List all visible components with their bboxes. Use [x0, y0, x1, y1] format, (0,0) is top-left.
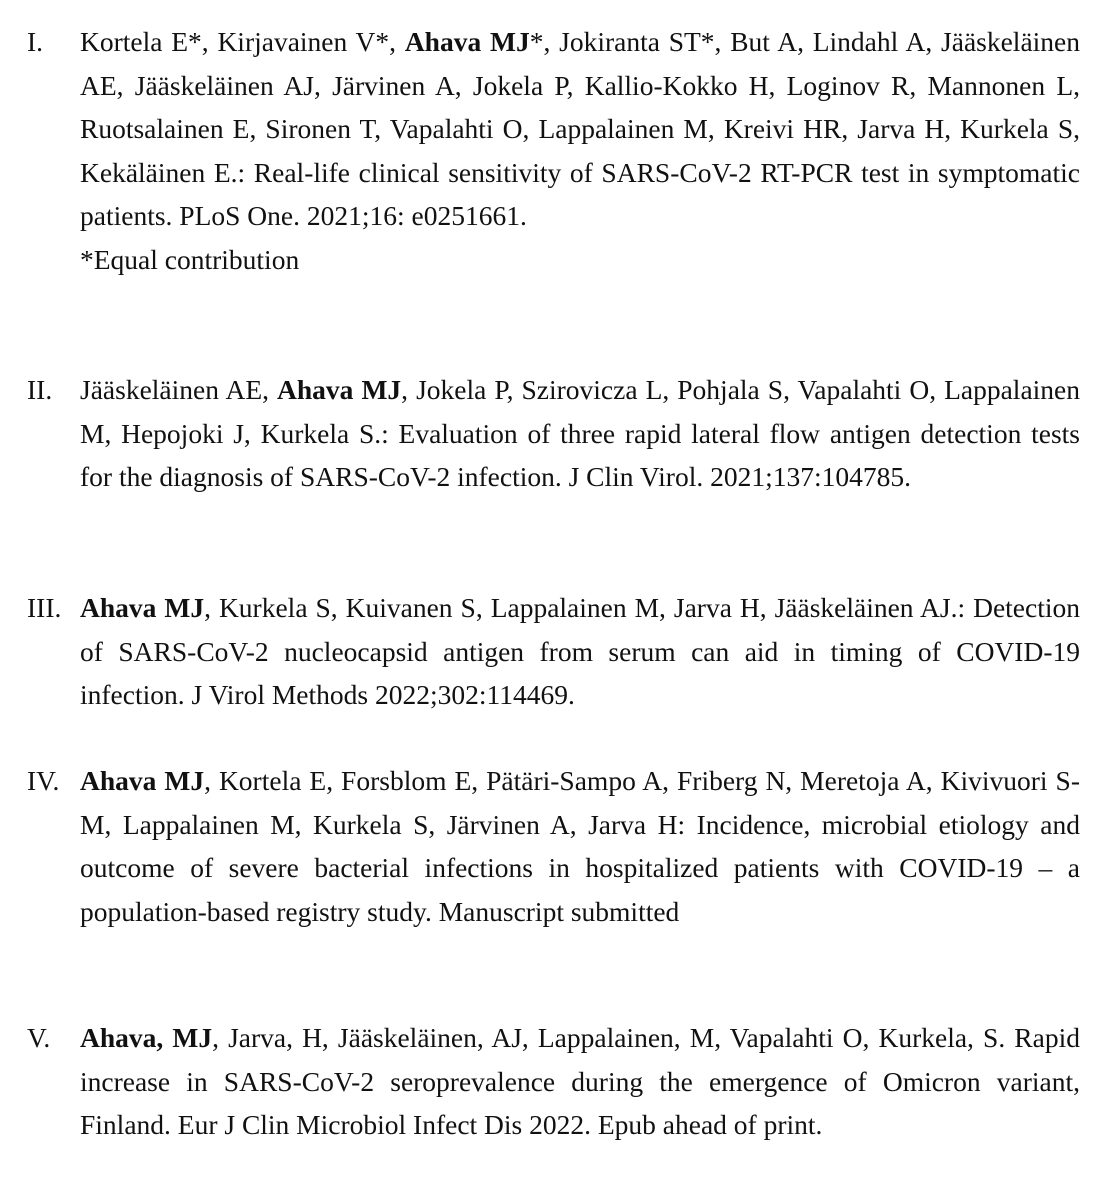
- citation-authors-before: Kortela E*, Kirjavainen V*,: [80, 26, 405, 57]
- publication-numeral: V.: [27, 1022, 51, 1053]
- publication-numeral: II.: [27, 374, 53, 405]
- citation-text: , Jarva, H, Jääskeläinen, AJ, Lappalainen, M, Vapalahti O, Kurkela, S. Rapid increase in SARS-CoV-2 seroprevalence during the emergence of Omicron variant, Finland. Eur J Clin Microbiol Infect Dis 2022. Epub ahead of print.: [80, 1022, 1080, 1140]
- publication-citation: [80, 586, 1080, 717]
- highlighted-author: Ahava MJ: [277, 374, 402, 405]
- publication-numeral: IV.: [27, 765, 60, 796]
- citation-text: , Jokela P, Szirovicza L, Pohjala S, Vapalahti O, Lappalainen M, Hepojoki J, Kurkela S.: Evaluation of three rapid lateral flow antigen detection tests for the diagnosis of SARS-CoV-2 infection. J Clin Virol. 2021;137:104785.: [80, 374, 1080, 492]
- publication-citation: [80, 759, 1080, 933]
- publication-citation: [80, 368, 1080, 499]
- highlighted-author: Ahava, MJ: [80, 1022, 213, 1053]
- citation-text: , Kurkela S, Kuivanen S, Lappalainen M, Jarva H, Jääskeläinen AJ.: Detection of SARS-CoV-2 nucleocapsid antigen from serum can aid in timing of COVID-19 infection. J Virol Methods 2022;302:114469.: [80, 592, 1080, 710]
- citation-text: *, Jokiranta ST*, But A, Lindahl A, Jääskeläinen AE, Jääskeläinen AJ, Järvinen A, Jokela P, Kallio-Kokko H, Loginov R, Mannonen L, Ruotsalainen E, Sironen T, Vapalahti O, Lappalainen M, Kreivi HR, Jarva H, Kurkela S, Kekäläinen E.: Real-life clinical sensitivity of SARS-CoV-2 RT-PCR test in symptomatic patients. PLoS One. 2021;16: e0251661.: [80, 26, 1080, 231]
- equal-contribution-note: *Equal contribution: [80, 243, 300, 275]
- publication-citation: [80, 20, 1080, 281]
- highlighted-author: Ahava MJ: [404, 26, 530, 57]
- citation-authors-before: Jääskeläinen AE,: [80, 374, 278, 405]
- publication-citation: [80, 1016, 1080, 1147]
- publication-numeral: III.: [27, 592, 62, 623]
- publication-numeral: I.: [27, 26, 44, 57]
- citation-text: , Kortela E, Forsblom E, Pätäri-Sampo A, Friberg N, Meretoja A, Kivivuori S-M, Lappalainen M, Kurkela S, Järvinen A, Jarva H: Incidence, microbial etiology and outcome of severe bacterial infections in hospitalized patients with COVID-19 – a population-based registry study. Manuscript submitted: [80, 765, 1080, 927]
- highlighted-author: Ahava MJ: [80, 592, 205, 623]
- highlighted-author: Ahava MJ: [80, 765, 205, 796]
